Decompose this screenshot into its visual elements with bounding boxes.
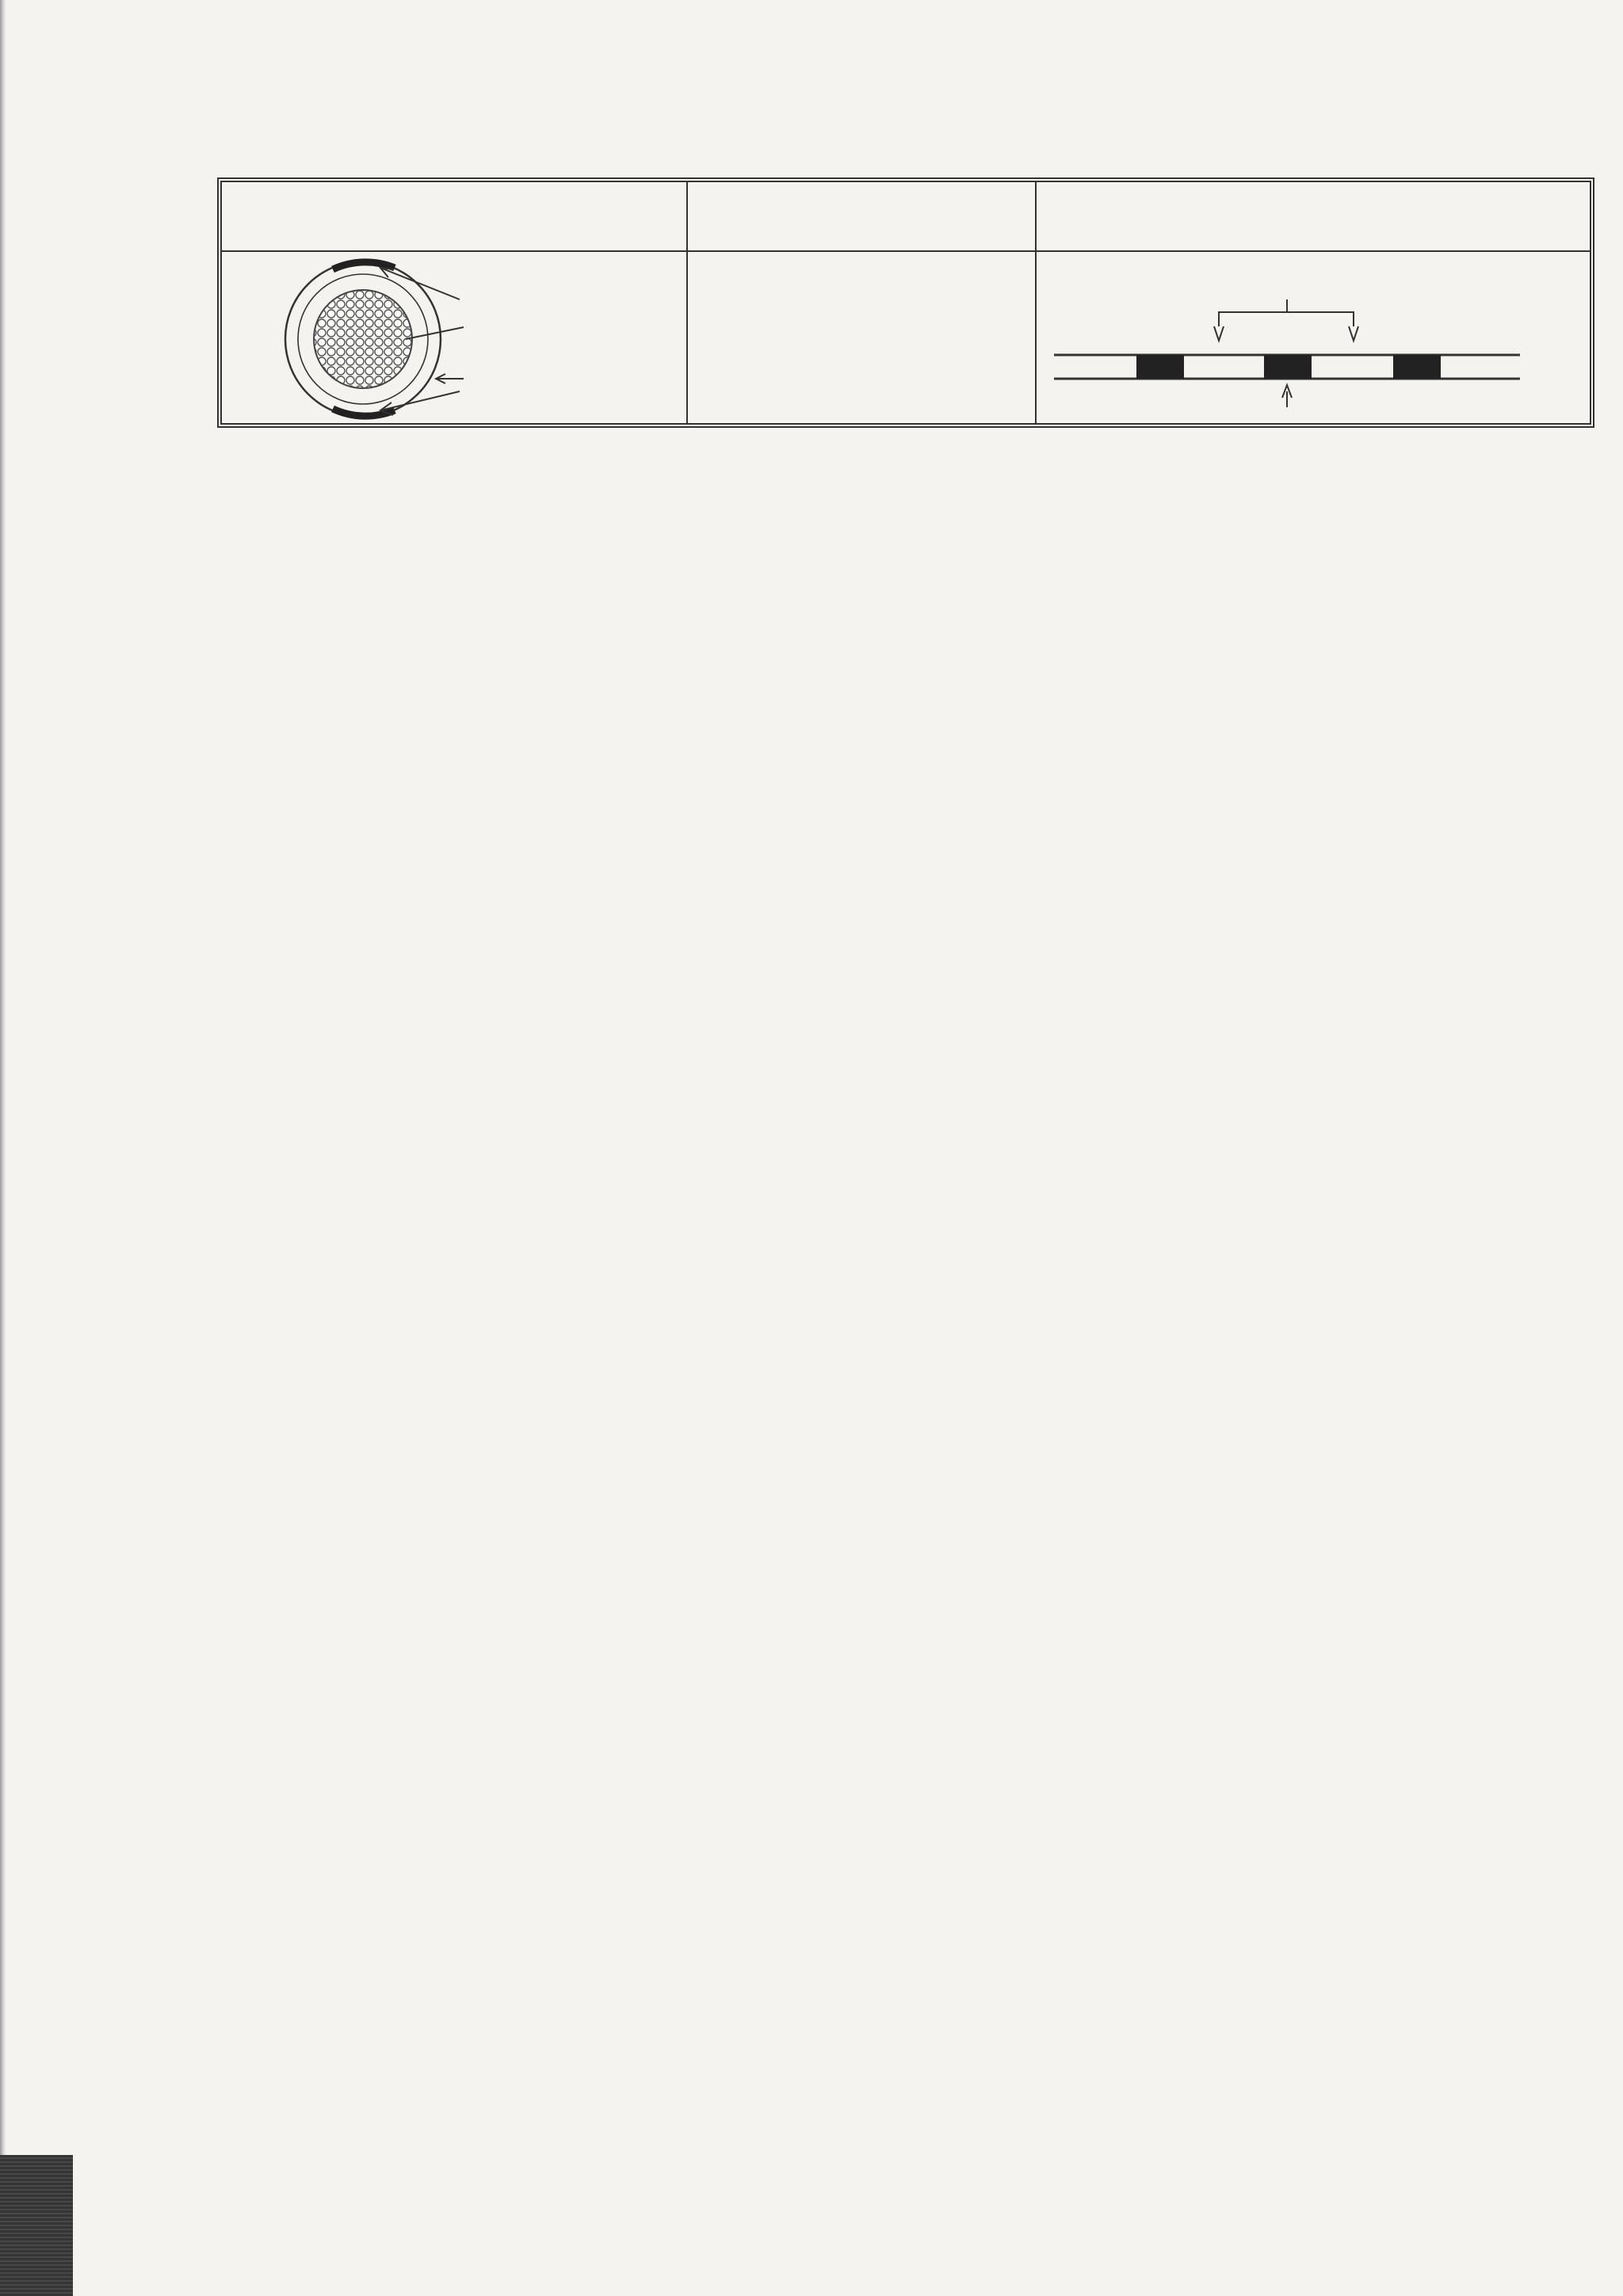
scan-strip <box>0 2155 73 2296</box>
wire-strands-icon <box>314 290 412 388</box>
wire-cross-section-cell <box>222 252 688 423</box>
stripe-mark-1 <box>1136 355 1184 379</box>
page-content <box>216 158 1531 450</box>
wire-color-table <box>220 181 1591 425</box>
wire-cross-section-illustration <box>222 252 686 423</box>
header-picture <box>1037 182 1590 250</box>
header-color-name <box>688 182 1037 250</box>
wiring-diagram-cell <box>1037 252 1590 423</box>
scan-edge <box>0 0 6 2296</box>
header-wire <box>222 182 688 250</box>
stripe-mark-3 <box>1393 355 1441 379</box>
table-header <box>222 182 1590 252</box>
table-row <box>222 252 1590 423</box>
color-name-cell <box>688 252 1037 423</box>
wiring-diagram-illustration <box>1037 252 1590 423</box>
stripe-mark-2 <box>1264 355 1312 379</box>
